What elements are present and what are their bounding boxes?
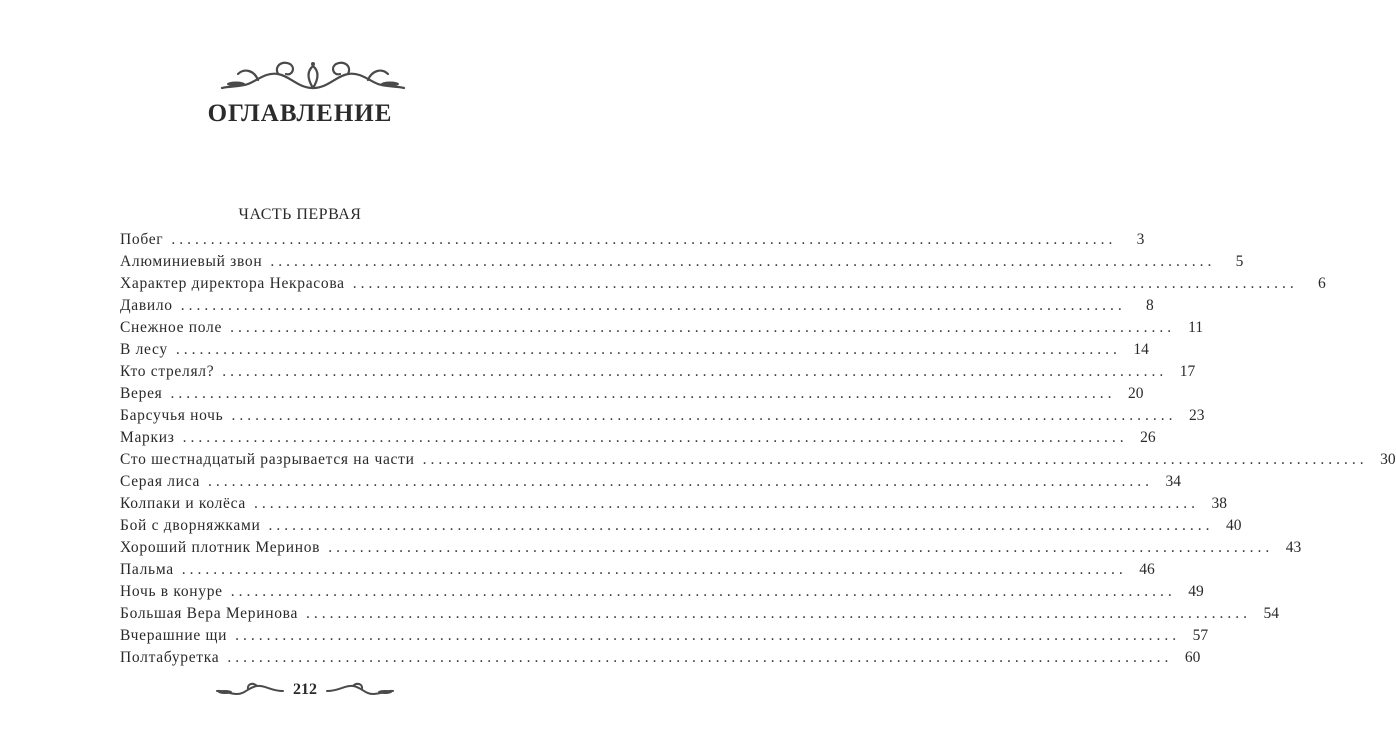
toc-entry-page: 54 [1263, 605, 1280, 622]
toc-entry-page: 26 [1140, 429, 1156, 446]
toc-leader-dots: ........................................................................................................................ [222, 363, 1168, 380]
toc-entry-page: 43 [1285, 539, 1302, 556]
toc-entry-page: 11 [1188, 319, 1204, 336]
part-heading: ЧАСТЬ ПЕРВАЯ [238, 206, 362, 223]
toc-entry-page: 30 [1380, 451, 1396, 468]
toc-entry [120, 253, 1244, 275]
toc-leader-dots: ........................................................................................................................ [227, 649, 1173, 666]
toc-entry-page: 6 [1317, 275, 1326, 292]
toc-entry-title: Барсучья ночь [120, 407, 224, 424]
toc-entry-title: Колпаки и колёса [120, 495, 246, 512]
page-footer [215, 676, 395, 706]
toc-leader-dots: ........................................................................................................................ [352, 275, 1298, 292]
toc-entry-title: Ночь в конуре [120, 583, 223, 600]
toc-entry [120, 319, 1204, 341]
toc-entry [120, 627, 1209, 649]
toc-leader-dots: ........................................................................................................................ [306, 605, 1252, 622]
toc-entry [120, 473, 1182, 495]
toc-leader-dots: ........................................................................................................................ [270, 253, 1216, 270]
table-of-contents [120, 231, 1396, 671]
toc-entry-page: 3 [1136, 231, 1145, 248]
toc-entry [120, 517, 1242, 539]
toc-entry [120, 297, 1154, 319]
toc-leader-dots: ........................................................................................................................ [182, 429, 1128, 446]
toc-entry [120, 583, 1204, 605]
ornament-flourish-icon [218, 58, 408, 96]
toc-entry [120, 539, 1302, 561]
toc-entry-title: Кто стрелял? [120, 363, 215, 380]
toc-entry-title: Вчерашние щи [120, 627, 228, 644]
toc-entry-title: Верея [120, 385, 163, 402]
toc-entry-page: 60 [1184, 649, 1201, 666]
toc-leader-dots: ........................................................................................................................ [230, 319, 1176, 336]
toc-entry [120, 451, 1396, 473]
toc-entry-title: Алюминиевый звон [120, 253, 263, 270]
toc-leader-dots: ........................................................................................................................ [235, 627, 1181, 644]
page-number: 212 [293, 681, 317, 698]
toc-leader-dots: ........................................................................................................................ [230, 583, 1176, 600]
toc-entry-page: 57 [1192, 627, 1209, 644]
toc-entry-page: 46 [1139, 561, 1155, 578]
toc-entry [120, 231, 1145, 253]
footer-ornament-right-icon [325, 682, 395, 700]
toc-entry-page: 49 [1188, 583, 1204, 600]
toc-leader-dots: ........................................................................................................................ [180, 297, 1126, 314]
toc-entry [120, 561, 1155, 583]
toc-entry-title: Маркиз [120, 429, 175, 446]
toc-entry [120, 605, 1280, 627]
toc-entry [120, 649, 1201, 671]
toc-entry-title: Серая лиса [120, 473, 201, 490]
toc-leader-dots: ........................................................................................................................ [268, 517, 1214, 534]
toc-leader-dots: ........................................................................................................................ [422, 451, 1368, 468]
toc-leader-dots: ........................................................................................................................ [175, 341, 1121, 358]
toc-entry-page: 34 [1165, 473, 1182, 490]
toc-entry [120, 429, 1156, 451]
toc-entry-page: 17 [1179, 363, 1196, 380]
toc-entry-title: Давило [120, 297, 173, 314]
toc-entry-title: Бой с дворняжками [120, 517, 261, 534]
toc-entry-page: 38 [1211, 495, 1227, 512]
toc-entry-page: 5 [1235, 253, 1244, 270]
toc-entry-title: Снежное поле [120, 319, 223, 336]
toc-leader-dots: ........................................................................................................................ [170, 385, 1116, 402]
toc-entry [120, 407, 1205, 429]
toc-entry-title: Хороший плотник Меринов [120, 539, 321, 556]
toc-entry-title: Большая Вера Меринова [120, 605, 299, 622]
toc-entry-page: 8 [1146, 297, 1154, 314]
toc-entry [120, 341, 1149, 363]
toc-entry-title: Пальма [120, 561, 174, 578]
toc-entry [120, 275, 1326, 297]
toc-entry-page: 20 [1127, 385, 1144, 402]
toc-leader-dots: ........................................................................................................................ [171, 231, 1117, 248]
toc-entry-title: Побег [120, 231, 164, 248]
toc-entry-title: Полтабуретка [120, 649, 220, 666]
toc-leader-dots: ........................................................................................................................ [181, 561, 1127, 578]
toc-entry-title: Сто шестнадцатый разрывается на части [120, 451, 415, 468]
toc-entry-page: 14 [1133, 341, 1149, 358]
toc-leader-dots: ........................................................................................................................ [208, 473, 1154, 490]
toc-entry-title: Характер директора Некрасова [120, 275, 345, 292]
page-title: ОГЛАВЛЕНИЕ [207, 100, 393, 127]
toc-leader-dots: ........................................................................................................................ [328, 539, 1274, 556]
toc-entry [120, 495, 1227, 517]
toc-leader-dots: ........................................................................................................................ [231, 407, 1177, 424]
toc-entry [120, 385, 1144, 407]
toc-entry-page: 23 [1188, 407, 1205, 424]
toc-entry-page: 40 [1226, 517, 1242, 534]
toc-entry [120, 363, 1196, 385]
toc-leader-dots: ........................................................................................................................ [253, 495, 1199, 512]
toc-entry-title: В лесу [120, 341, 168, 358]
